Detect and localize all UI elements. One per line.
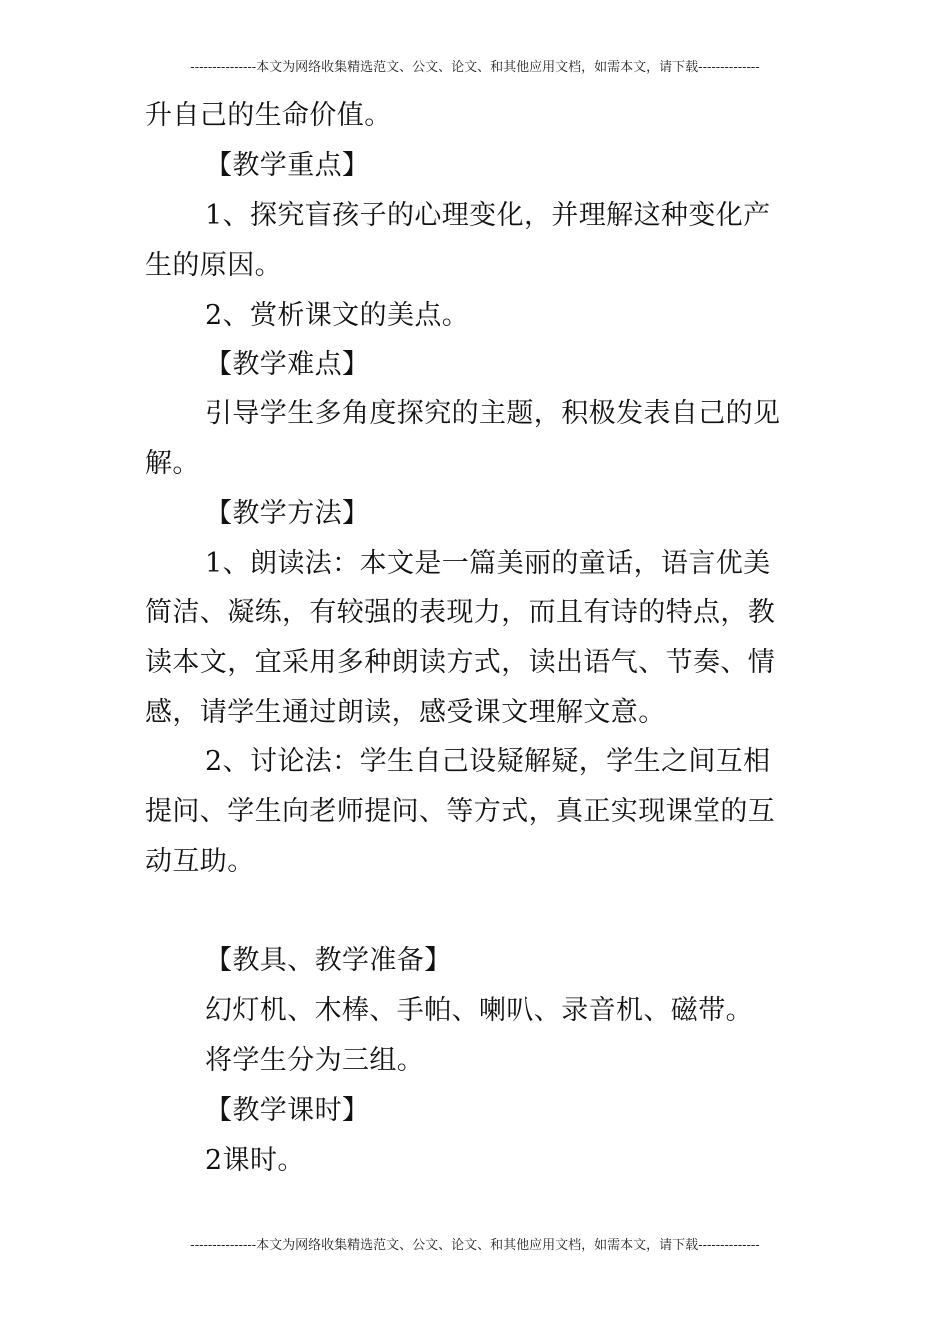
text-line: 2课时。 — [205, 1145, 305, 1176]
section-heading-hours: 【教学课时】 — [205, 1095, 370, 1126]
page-footer: ---------------本文为网络收集精选范文、公文、论文、和其他应用文档，如需本文，请下载-------------- — [190, 1238, 760, 1253]
section-heading-methods: 【教学方法】 — [205, 498, 370, 529]
text-line: 提问、学生向老师提问、等方式，真正实现课堂的互 — [145, 796, 776, 827]
section-heading-materials: 【教具、教学准备】 — [205, 945, 452, 976]
text-line: 2、讨论法：学生自己设疑解疑，学生之间互相 — [205, 746, 771, 777]
text-line: 解。 — [145, 448, 200, 479]
text-line: 1、朗读法：本文是一篇美丽的童话，语言优美 — [205, 548, 771, 579]
text-line: 动互助。 — [145, 846, 255, 877]
text-line: 将学生分为三组。 — [205, 1045, 425, 1076]
text-line: 读本文，宜采用多种朗读方式，读出语气、节奏、情 — [145, 647, 776, 678]
text-line: 简洁、凝练，有较强的表现力，而且有诗的特点，教 — [145, 597, 776, 628]
text-line: 感，请学生通过朗读，感受课文理解文意。 — [145, 697, 666, 728]
text-line: 生的原因。 — [145, 250, 282, 281]
text-line: 1、探究盲孩子的心理变化，并理解这种变化产 — [205, 200, 771, 231]
text-line: 幻灯机、木棒、手帕、喇叭、录音机、磁带。 — [205, 995, 753, 1026]
text-line: 2、赏析课文的美点。 — [205, 300, 470, 331]
section-heading-difficulties: 【教学难点】 — [205, 349, 370, 380]
section-heading-key-points: 【教学重点】 — [205, 150, 370, 181]
page-header: ---------------本文为网络收集精选范文、公文、论文、和其他应用文档，如需本文，请下载-------------- — [190, 60, 760, 75]
text-line: 升自己的生命价值。 — [145, 100, 392, 131]
text-line: 引导学生多角度探究的主题，积极发表自己的见 — [205, 398, 781, 429]
